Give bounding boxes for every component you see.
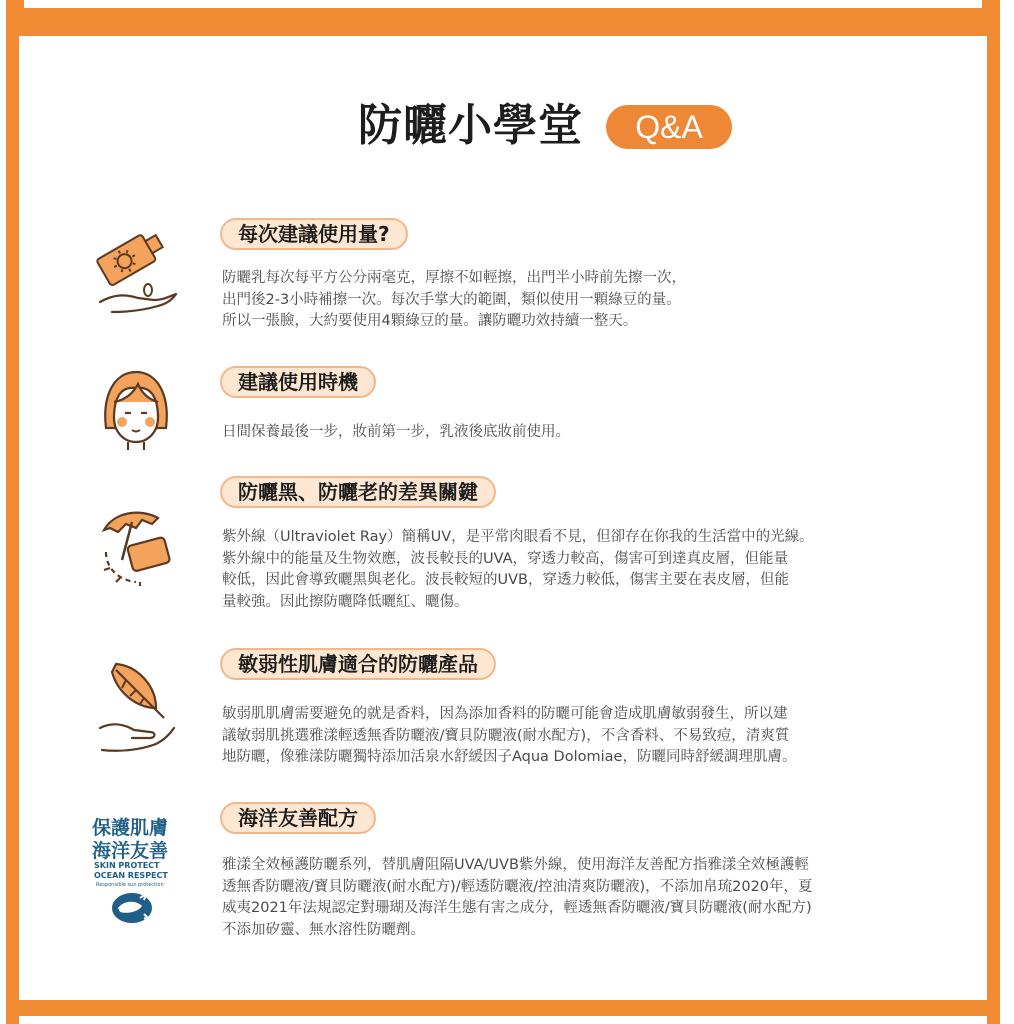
text-line: 紫外線中的能量及生物效應，波長較長的UVA，穿透力較高，傷害可到達真皮層，但能量 (222, 550, 789, 567)
page-title: 防曬小學堂 (358, 100, 583, 151)
frame-right (987, 0, 1000, 1024)
section-text-usage-timing (222, 422, 962, 444)
text-line: 威夷2021年法規認定對珊瑚及海洋生態有害之成分，輕透無香防曬液/寶貝防曬液(耐水配方) (222, 900, 812, 916)
text-line: 所以一張臉，大約要使用4顆綠豆的量。讓防曬功效持續一整天。 (222, 313, 638, 329)
text-line: 紫外線（Ultraviolet Ray）簡稱UV，是平常肉眼看不見，但卻存在你我的生活當中的光線。 (222, 529, 814, 545)
ocean-badge-line3: SKIN PROTECT (94, 861, 160, 870)
text-line: 議敏弱肌挑選雅漾輕透無香防曬液/寶貝防曬液(耐水配方)，不含香料、不易致痘，清爽質 (222, 727, 790, 744)
ocean-badge-line2: 海洋友善 (92, 840, 169, 862)
text-line: 量較強。因此擦防曬降低曬紅、曬傷。 (222, 593, 469, 610)
section-heading-ocean-friendly: 海洋友善配方 (220, 802, 376, 834)
section-text-sensitive-skin (222, 704, 962, 769)
section-text-usage-amount (222, 268, 962, 333)
ocean-respect-icon (108, 890, 156, 926)
section-text-ocean-friendly (222, 855, 962, 941)
section-text-uva-uvb (222, 527, 962, 613)
section-heading-sensitive-skin: 敏弱性肌膚適合的防曬產品 (220, 648, 496, 680)
text-line: 出門後2-3小時補擦一次。每次手掌大的範圍，類似使用一顆綠豆的量。 (222, 291, 681, 308)
text-line: 雅漾全效極護防曬系列，替肌膚阻隔UVA/UVB紫外線，使用海洋友善配方指雅漾全效極護輕 (222, 857, 809, 873)
face-icon (98, 366, 174, 450)
ocean-badge-line5: Responsible sun protection (96, 882, 164, 888)
text-line: 防曬乳每次每平方公分兩毫克，厚擦不如輕擦，出門半小時前先擦一次， (222, 270, 686, 286)
section-heading-usage-amount: 每次建議使用量? (220, 218, 408, 250)
frame-inner-gap (24, 0, 982, 8)
ocean-badge-line1: 保護肌膚 (92, 817, 169, 839)
sunscreen-hand-icon (92, 228, 184, 320)
section-heading-usage-timing: 建議使用時機 (220, 366, 376, 398)
frame-bottom (6, 1000, 1000, 1016)
section-heading-uva-uvb: 防曬黑、防曬老的差異關鍵 (220, 476, 496, 508)
text-line: 地防曬，像雅漾防曬獨特添加活泉水舒緩因子Aqua Dolomiae，防曬同時舒緩調理肌膚。 (222, 749, 797, 765)
text-line: 透無香防曬液/寶貝防曬液(耐水配方)/輕透防曬液/控油清爽防曬液)，不添加帛琉2020年，夏 (222, 878, 813, 895)
text-line: 敏弱肌肌膚需要避免的就是香料，因為添加香料的防曬可能會造成肌膚敏弱發生，所以建 (222, 706, 788, 722)
text-line: 日間保養最後一步，妝前第一步，乳液後底妝前使用。 (222, 424, 570, 440)
feather-hand-icon (94, 654, 180, 758)
text-line: 較低，因此會導致曬黑與老化。波長較短的UVB，穿透力較低，傷害主要在表皮層，但能 (222, 572, 789, 588)
qa-badge: Q&A (606, 105, 732, 149)
text-line: 不添加矽靈、無水溶性防曬劑。 (222, 921, 425, 938)
umbrella-sun-icon (96, 504, 180, 588)
ocean-badge-line4: OCEAN RESPECT (94, 871, 168, 880)
frame-left (6, 0, 19, 1024)
